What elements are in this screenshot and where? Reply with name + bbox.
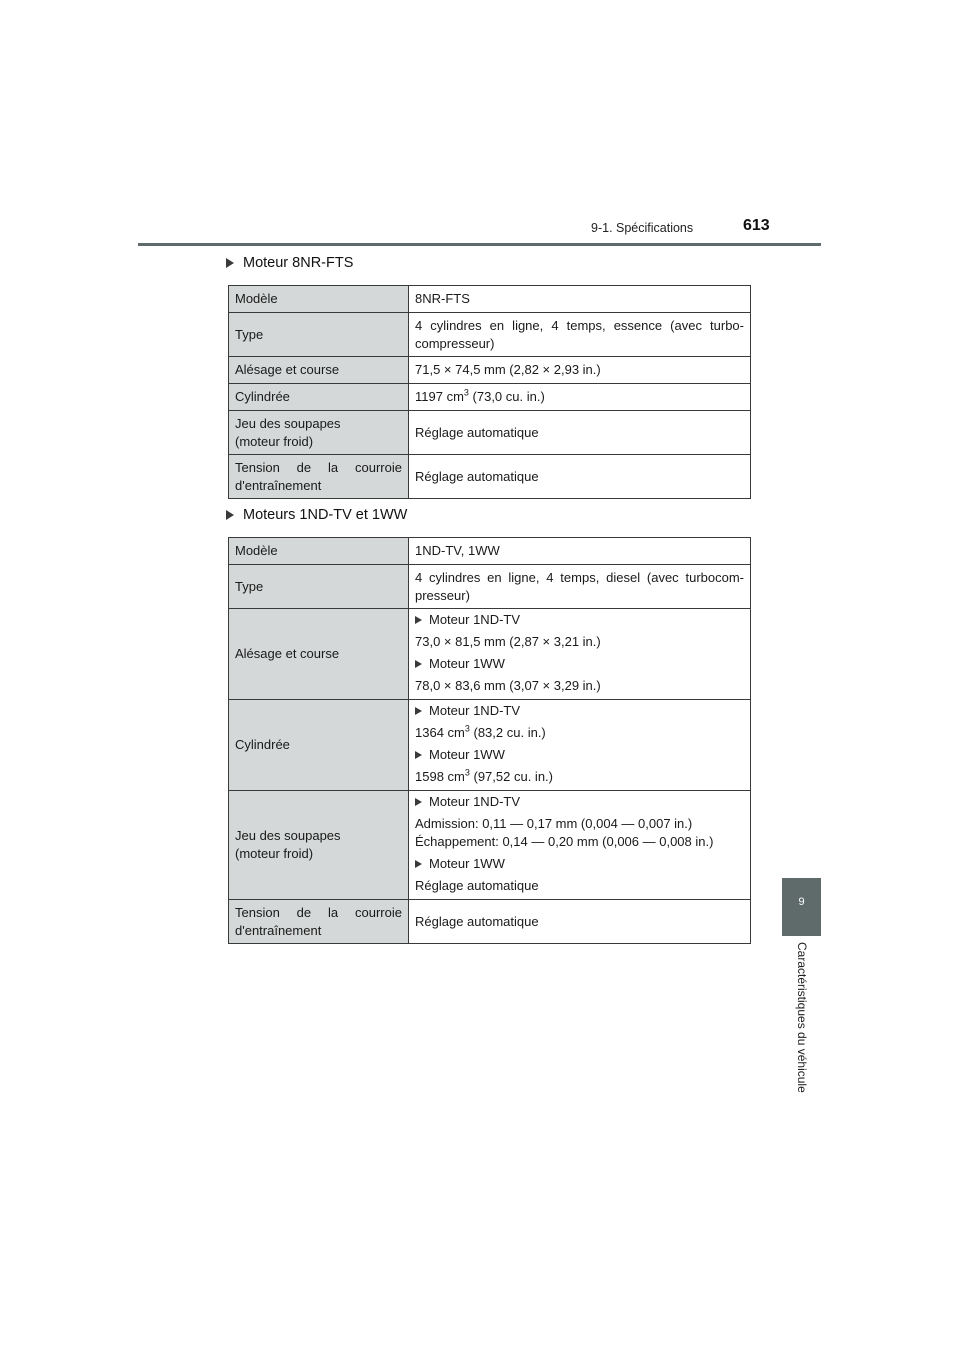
engine-subheading (415, 611, 744, 629)
table-row (229, 357, 751, 384)
row-label: Type (229, 313, 409, 357)
row-value (409, 700, 751, 791)
engine-subheading-text: Moteur 1ND-TV (429, 703, 521, 718)
unit-exponent: 3 (463, 387, 469, 398)
row-label: Cylindrée (229, 700, 409, 791)
table-row (229, 609, 751, 700)
engine-subheading-text: Moteur 1ND-TV (429, 794, 521, 809)
table-row (229, 700, 751, 791)
row-value: Réglage automatique (409, 455, 751, 499)
label-line-2: d'entraînement (235, 477, 322, 493)
label-line-2: d'entraînement (235, 922, 322, 938)
engine-subheading (415, 793, 744, 811)
unit-exponent: 3 (464, 723, 470, 734)
engine-subheading (415, 702, 744, 720)
row-value (409, 609, 751, 700)
section-title-8nr-fts (226, 255, 353, 271)
label-line-1: Jeu des soupapes (235, 828, 341, 843)
table-row (229, 900, 751, 944)
label-line-2: (moteur froid) (235, 846, 314, 861)
displacement-value: 1197 cm (415, 389, 464, 404)
engine-subheading-text: Moteur 1WW (429, 656, 505, 671)
triangle-bullet-icon (226, 510, 234, 520)
header-section-title: 9-1. Spécifications (591, 221, 694, 235)
table-row (229, 565, 751, 609)
page-number: 613 (743, 217, 770, 234)
engine-subheading-text: Moteur 1WW (429, 747, 505, 762)
row-value: Réglage automatique (409, 900, 751, 944)
label-line-1: Jeu des soupapes (235, 415, 341, 431)
section-title-text: Moteurs 1ND-TV et 1WW (243, 507, 408, 523)
triangle-bullet-icon (415, 751, 422, 759)
row-label (229, 455, 409, 499)
row-label: Modèle (229, 286, 409, 313)
triangle-bullet-icon (415, 860, 422, 868)
engine-subheading-text: Moteur 1ND-TV (429, 612, 521, 627)
table-row (229, 313, 751, 357)
triangle-bullet-icon (415, 798, 422, 806)
spec-table-8nr-fts (228, 285, 751, 499)
table-row (229, 791, 751, 900)
engine-subheading-text: Moteur 1WW (429, 856, 505, 871)
unit-exponent: 3 (464, 767, 470, 778)
row-value (409, 565, 751, 609)
row-value: 1ND-TV, 1WW (409, 538, 751, 565)
table-row (229, 455, 751, 499)
label-line-1: Tension de la courroie (235, 459, 402, 475)
engine-value: 78,0 × 83,6 mm (3,07 × 3,29 in.) (415, 678, 601, 693)
triangle-bullet-icon (226, 258, 234, 268)
displacement-imperial: (83,2 cu. in.) (469, 725, 546, 740)
row-label (229, 791, 409, 900)
chapter-number: 9 (798, 896, 805, 908)
row-value: Réglage automatique (409, 411, 751, 455)
displacement-value: 1598 cm (415, 769, 465, 784)
row-label: Alésage et course (229, 609, 409, 700)
row-value (409, 384, 751, 411)
row-value (409, 313, 751, 357)
table-row (229, 286, 751, 313)
displacement-value: 1364 cm (415, 725, 465, 740)
displacement-imperial: (73,0 cu. in.) (468, 389, 545, 404)
row-label: Cylindrée (229, 384, 409, 411)
label-line-1: Tension de la courroie (235, 904, 402, 920)
chapter-title: Caractéristiques du véhicule (795, 942, 809, 1093)
engine-value: Admission: 0,11 — 0,17 mm (0,004 — 0,007 in.) (415, 816, 693, 831)
section-title-1nd-tv-1ww (226, 507, 407, 523)
table-row (229, 538, 751, 565)
engine-subheading (415, 655, 744, 673)
engine-value: 73,0 × 81,5 mm (2,87 × 3,21 in.) (415, 634, 601, 649)
type-line-1: 4 cylindres en ligne, 4 temps, essence (avec turbo- (415, 317, 744, 333)
engine-value: Réglage automatique (415, 878, 539, 893)
table-row (229, 411, 751, 455)
section-title-text: Moteur 8NR-FTS (243, 255, 354, 271)
table-row (229, 384, 751, 411)
type-line-2: compresseur) (415, 335, 495, 351)
row-label (229, 900, 409, 944)
displacement-imperial: (97,52 cu. in.) (469, 769, 553, 784)
row-value: 8NR-FTS (409, 286, 751, 313)
spec-table-1nd-tv-1ww (228, 537, 751, 944)
triangle-bullet-icon (415, 707, 422, 715)
row-label: Type (229, 565, 409, 609)
engine-subheading (415, 746, 744, 764)
engine-value (415, 768, 744, 786)
type-line-1: 4 cylindres en ligne, 4 temps, diesel (avec turbocom- (415, 569, 744, 585)
engine-value (415, 724, 744, 742)
triangle-bullet-icon (415, 616, 422, 624)
header-rule (138, 243, 821, 246)
row-label: Alésage et course (229, 357, 409, 384)
type-line-2: presseur) (415, 587, 470, 603)
engine-subheading (415, 855, 744, 873)
triangle-bullet-icon (415, 660, 422, 668)
engine-value: Échappement: 0,14 — 0,20 mm (0,006 — 0,008 in.) (415, 834, 714, 849)
row-value (409, 791, 751, 900)
row-label: Modèle (229, 538, 409, 565)
row-label (229, 411, 409, 455)
chapter-tab (782, 878, 821, 936)
row-value: 71,5 × 74,5 mm (2,82 × 2,93 in.) (409, 357, 751, 384)
label-line-2: (moteur froid) (235, 433, 314, 449)
